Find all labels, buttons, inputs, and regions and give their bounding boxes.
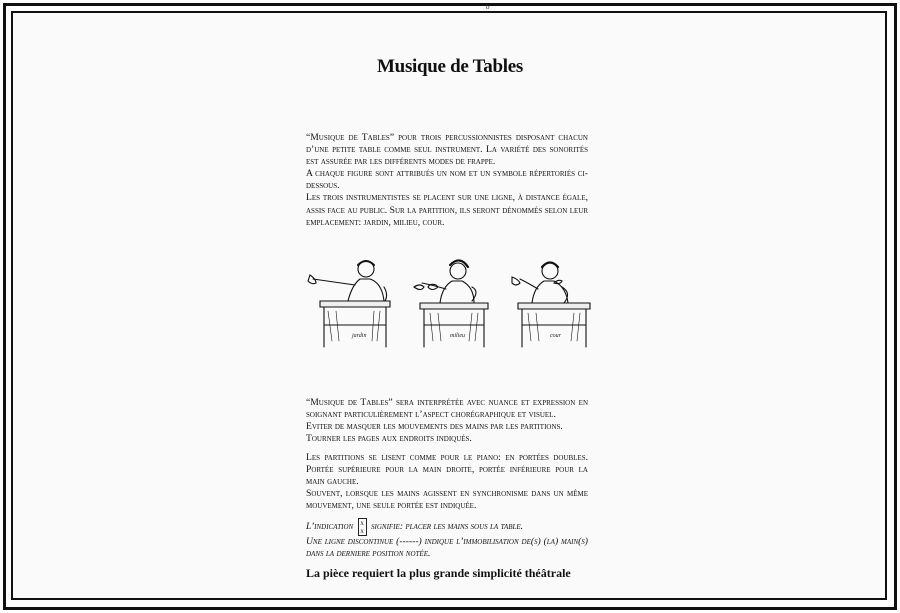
intro-line-1: “Musique de Tables” pour trois percussionnistes disposant chacun d’une petite table comme seul instrument. La variété des sonorités est assurée par les différents modes de frappe. [306, 132, 588, 168]
performance-line-2: Eviter de masquer les mouvements des mains par les partitions. [306, 421, 563, 433]
top-mark: b [486, 3, 490, 11]
page-title: Musique de Tables [377, 56, 523, 77]
performers-illustration [300, 255, 600, 355]
performance-line-3: Tourner les pages aux endroits indiqués. [306, 433, 472, 445]
performance-text [306, 397, 588, 445]
notation-line-1 [306, 518, 588, 536]
label-jardin: jardin [352, 333, 367, 339]
reading-line-1: Les partitions se lisent comme pour le piano: en portées doubles. Portée supérieure pour la main droite, portée inférieure pour la main gauche. [306, 452, 588, 488]
intro-line-3: Les trois instrumentistes se placent sur une ligne, à distance égale, assis face au public. Sur la partition, ils seront dénommés selon leur emplacement: jardin, milieu, cour. [306, 192, 588, 228]
notation-post: signifie: placer les mains sous la table. [371, 521, 524, 533]
notation-line-2: Une ligne discontinue (------) indique l’immobilisation de(s) (la) main(s) dans la derniere position notée. [306, 536, 588, 560]
notation-pre: L’indication [306, 521, 354, 533]
performer-figure-jardin [308, 261, 390, 347]
label-cour: cour [550, 333, 561, 339]
performance-line-1: “Musique de Tables” sera interprétée avec nuance et expression en soignant particulièrement l’aspect chorégraphique et visuel. [306, 397, 588, 421]
notation-text [306, 518, 588, 560]
under-table-symbol-icon: x x [358, 518, 367, 536]
closing-statement: La pièce requiert la plus grande simplicité théâtrale [306, 566, 571, 580]
reading-line-2: Souvent, lorsque les mains agissent en synchronisme dans un même mouvement, une seule portée est indiquée. [306, 488, 588, 512]
label-milieu: milieu [450, 333, 465, 339]
intro-text [306, 132, 588, 229]
intro-line-2: A chaque figure sont attribués un nom et un symbole répertoriés ci-dessous. [306, 168, 588, 192]
reading-text [306, 452, 588, 512]
